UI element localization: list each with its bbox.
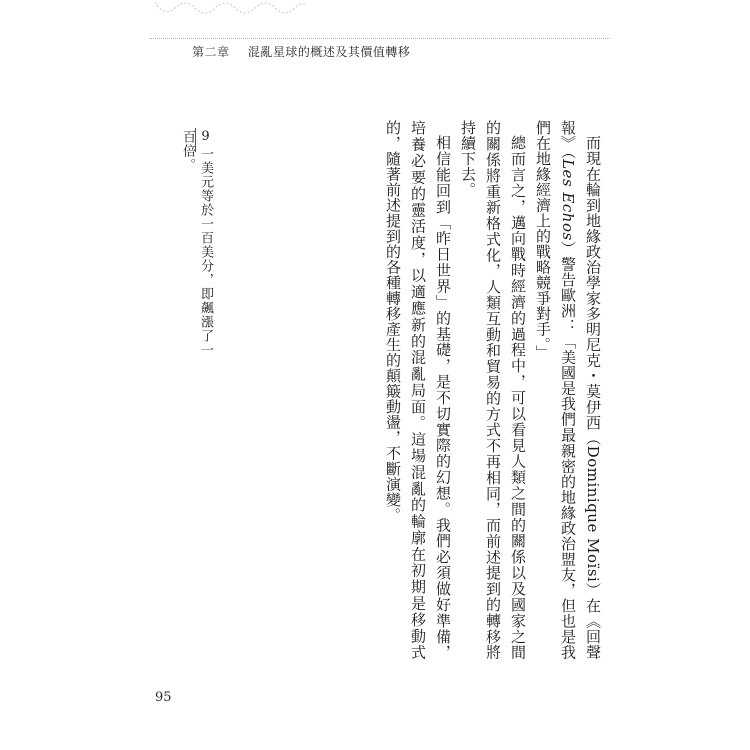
paragraph-2: 總而言之，邁向戰時經濟的過程中，可以看見人類之間的關係以及國家之間的關係將重新格式化，人類互動和貿易的方式不再相同，而前述提到的轉移將持續下去。 (459, 120, 527, 660)
footnote (178, 130, 214, 370)
newspaper-name-latin: Les Echos (559, 159, 577, 241)
paragraph-3: 相信能回到「昨日世界」的基礎，是不切實際的幻想。我們必須做好準備，培養必要的靈活度，以適應新的混亂局面。這場混亂的輪廓在初期是移動式的，隨著前述提到的各種轉移產生的顛簸動盪，不斷演變。 (384, 120, 452, 660)
footnote-number: 9 (201, 130, 210, 143)
paragraph-1-part-b: ）在《回聲報》（ (559, 120, 602, 661)
page-number: 95 (155, 690, 172, 705)
decorative-scallop-ornament (155, 0, 305, 20)
paragraph-1-part-c: ）警告歐洲：「美國是我們最親密的地緣政治盟友，但也是我們在地緣經濟上的戰略競爭對手。」 (534, 120, 577, 661)
paragraph-1 (530, 120, 605, 660)
running-header (192, 43, 410, 60)
footnote-text: 一美元等於一百美分，即飆漲了一百倍。 (180, 130, 213, 357)
chapter-title: 混亂星球的概述及其價值轉移 (247, 45, 411, 59)
author-name-latin: Dominique Moïsi (584, 445, 602, 583)
main-text (380, 120, 605, 660)
header-rule (150, 38, 610, 39)
paragraph-1-part-a: 而現在輪到地緣政治學家多明尼克・莫伊西（ (584, 135, 602, 446)
chapter-label: 第二章 (192, 45, 230, 59)
